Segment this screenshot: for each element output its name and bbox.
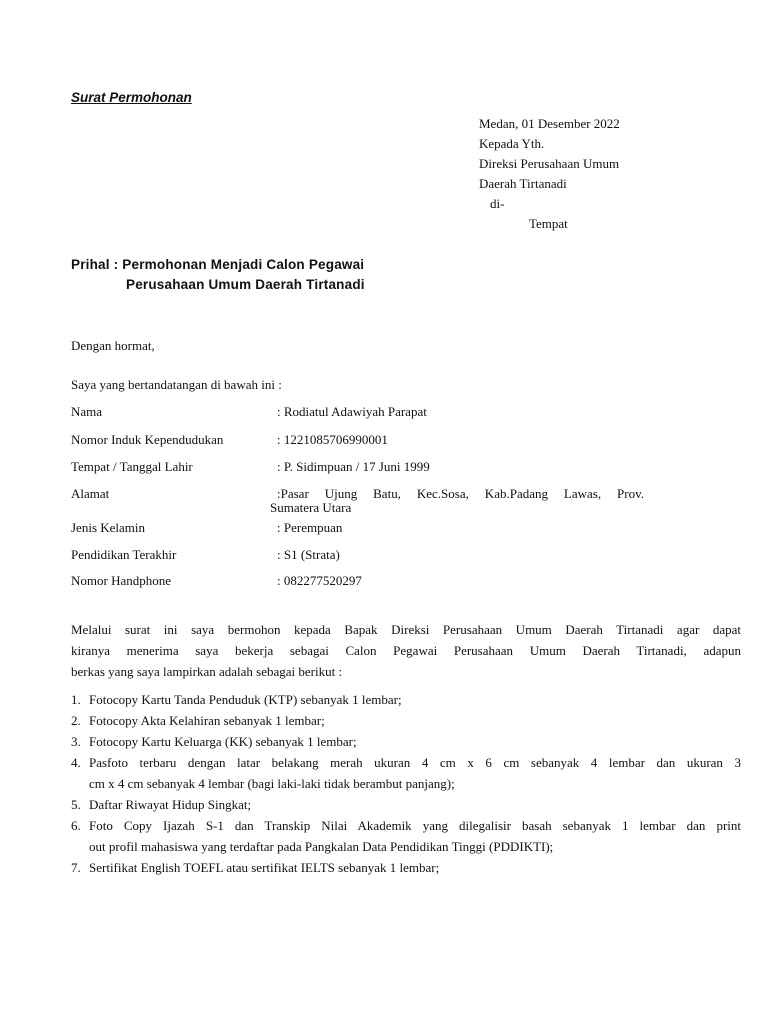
- field-value: : 082277520297: [277, 573, 362, 588]
- list-number: 7.: [71, 860, 81, 875]
- recipient-line-1: Direksi Perusahaan Umum: [479, 156, 620, 171]
- list-number: 2.: [71, 713, 81, 728]
- list-item: [71, 752, 741, 794]
- field-label: Alamat: [71, 486, 110, 501]
- body-line: kiranya menerima saya bekerja sebagai Calon Pegawai Perusahaan Umum Daerah Tirtanadi, adapun: [71, 643, 741, 658]
- list-number: 3.: [71, 734, 81, 749]
- field-value: : P. Sidimpuan / 17 Juni 1999: [277, 459, 430, 474]
- field-value: : Perempuan: [277, 520, 343, 535]
- list-number: 5.: [71, 797, 81, 812]
- list-number: 4.: [71, 755, 81, 770]
- greeting: Dengan hormat,: [71, 338, 155, 353]
- di-line: di-: [490, 196, 505, 211]
- field-label: Jenis Kelamin: [71, 520, 146, 535]
- list-item: [71, 731, 741, 752]
- salutation-to: Kepada Yth.: [479, 136, 545, 151]
- field-value-continued: Sumatera Utara: [270, 500, 352, 515]
- attachment-list: [71, 689, 741, 878]
- field-value: : Rodiatul Adawiyah Parapat: [277, 404, 427, 419]
- recipient-line-2: Daerah Tirtanadi: [479, 176, 567, 191]
- list-text: Foto Copy Ijazah S-1 dan Transkip Nilai Akademik yang dilegalisir basah sebanyak 1 lembar dan print: [89, 818, 741, 833]
- field-label: Pendidikan Terakhir: [71, 547, 177, 562]
- field-label: Nomor Induk Kependudukan: [71, 432, 224, 447]
- list-number: 6.: [71, 818, 81, 833]
- list-text: Sertifikat English TOEFL atau sertifikat IELTS sebanyak 1 lembar;: [89, 860, 440, 875]
- body-line: berkas yang saya lampirkan adalah sebagai berikut :: [71, 664, 343, 679]
- document-title: Surat Permohonan: [71, 90, 192, 105]
- field-label: Tempat / Tanggal Lahir: [71, 459, 193, 474]
- body-line: Melalui surat ini saya bermohon kepada Bapak Direksi Perusahaan Umum Daerah Tirtanadi agar dapat: [71, 622, 741, 637]
- list-item: [71, 857, 741, 878]
- list-text: cm x 4 cm sebanyak 4 lembar (bagi laki-laki tidak berambut panjang);: [89, 776, 455, 791]
- list-item: [71, 710, 741, 731]
- list-text: Daftar Riwayat Hidup Singkat;: [89, 797, 252, 812]
- list-text: Pasfoto terbaru dengan latar belakang merah ukuran 4 cm x 6 cm sebanyak 4 lembar dan ukuran 3: [89, 755, 741, 770]
- field-label: Nomor Handphone: [71, 573, 172, 588]
- subject-line-1: Prihal : Permohonan Menjadi Calon Pegawai: [71, 257, 365, 272]
- body-paragraph: [71, 619, 741, 682]
- place-line: Tempat: [529, 216, 568, 231]
- list-text: Fotocopy Kartu Keluarga (KK) sebanyak 1 lembar;: [89, 734, 357, 749]
- field-value: : S1 (Strata): [277, 547, 340, 562]
- list-text: Fotocopy Akta Kelahiran sebanyak 1 lembar;: [89, 713, 325, 728]
- list-item: [71, 689, 741, 710]
- field-label: Nama: [71, 404, 103, 419]
- list-number: 1.: [71, 692, 81, 707]
- intro-text: Saya yang bertandatangan di bawah ini :: [71, 377, 282, 392]
- list-text: out profil mahasiswa yang terdaftar pada Pangkalan Data Pendidikan Tinggi (PDDIKTI);: [89, 839, 554, 854]
- list-text: Fotocopy Kartu Tanda Penduduk (KTP) sebanyak 1 lembar;: [89, 692, 402, 707]
- list-item: [71, 815, 741, 857]
- date-line: Medan, 01 Desember 2022: [479, 116, 620, 131]
- subject-line-2: Perusahaan Umum Daerah Tirtanadi: [126, 277, 365, 292]
- list-item: [71, 794, 741, 815]
- field-value: : 1221085706990001: [277, 432, 388, 447]
- field-value: :Pasar Ujung Batu, Kec.Sosa, Kab.Padang Lawas, Prov.: [277, 486, 644, 501]
